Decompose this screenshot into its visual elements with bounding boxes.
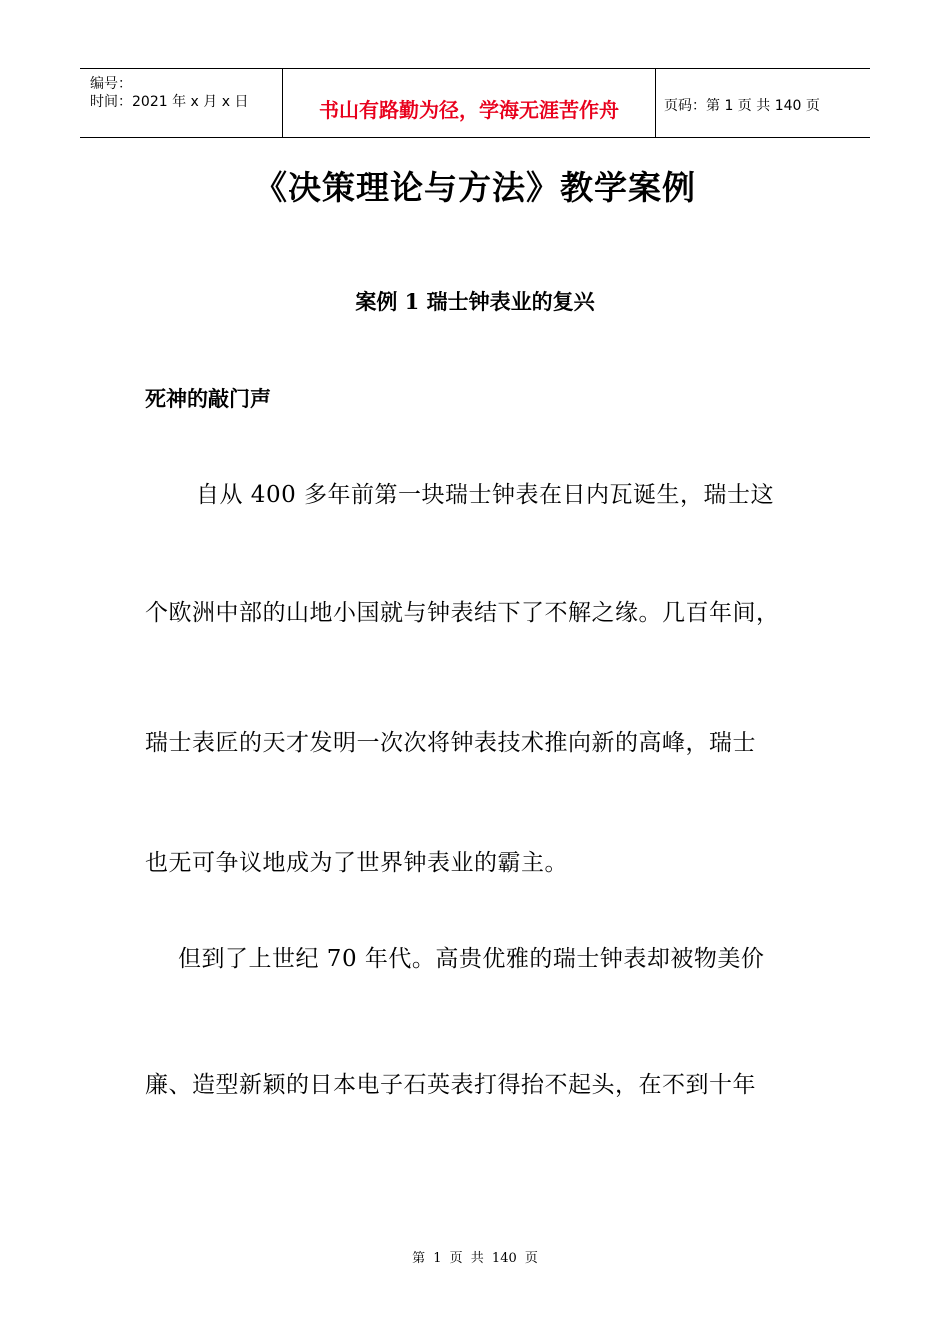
header-left-cell [80, 69, 282, 137]
body-line: 廉、造型新颖的日本电子石英表打得抬不起头，在不到十年 [145, 1072, 756, 1098]
page-header [80, 68, 870, 138]
page-code: 页码：第 1 页 共 140 页 [664, 98, 820, 114]
header-right-cell [656, 69, 870, 137]
body-line: 也无可争议地成为了世界钟表业的霸主。 [145, 850, 568, 876]
section-heading: 死神的敲门声 [145, 386, 271, 411]
case-title: 案例 1 瑞士钟表业的复兴 [355, 289, 595, 314]
body-line: 自从 400 多年前第一块瑞士钟表在日内瓦诞生，瑞士这 [196, 482, 775, 508]
document-title: 《决策理论与方法》教学案例 [254, 168, 696, 207]
number-label: 编号： [90, 76, 132, 92]
header-motto-cell [282, 69, 656, 137]
body-line: 但到了上世纪 70 年代。高贵优雅的瑞士钟表却被物美价 [178, 946, 765, 972]
date-label: 时间：2021 年 x 月 x 日 [90, 94, 249, 110]
body-line: 瑞士表匠的天才发明一次次将钟表技术推向新的高峰，瑞士 [145, 730, 756, 756]
body-line: 个欧洲中部的山地小国就与钟表结下了不解之缘。几百年间， [145, 600, 780, 626]
header-motto: 书山有路勤为径，学海无涯苦作舟 [319, 98, 619, 122]
page-footer: 第 1 页 共 140 页 [412, 1251, 538, 1266]
